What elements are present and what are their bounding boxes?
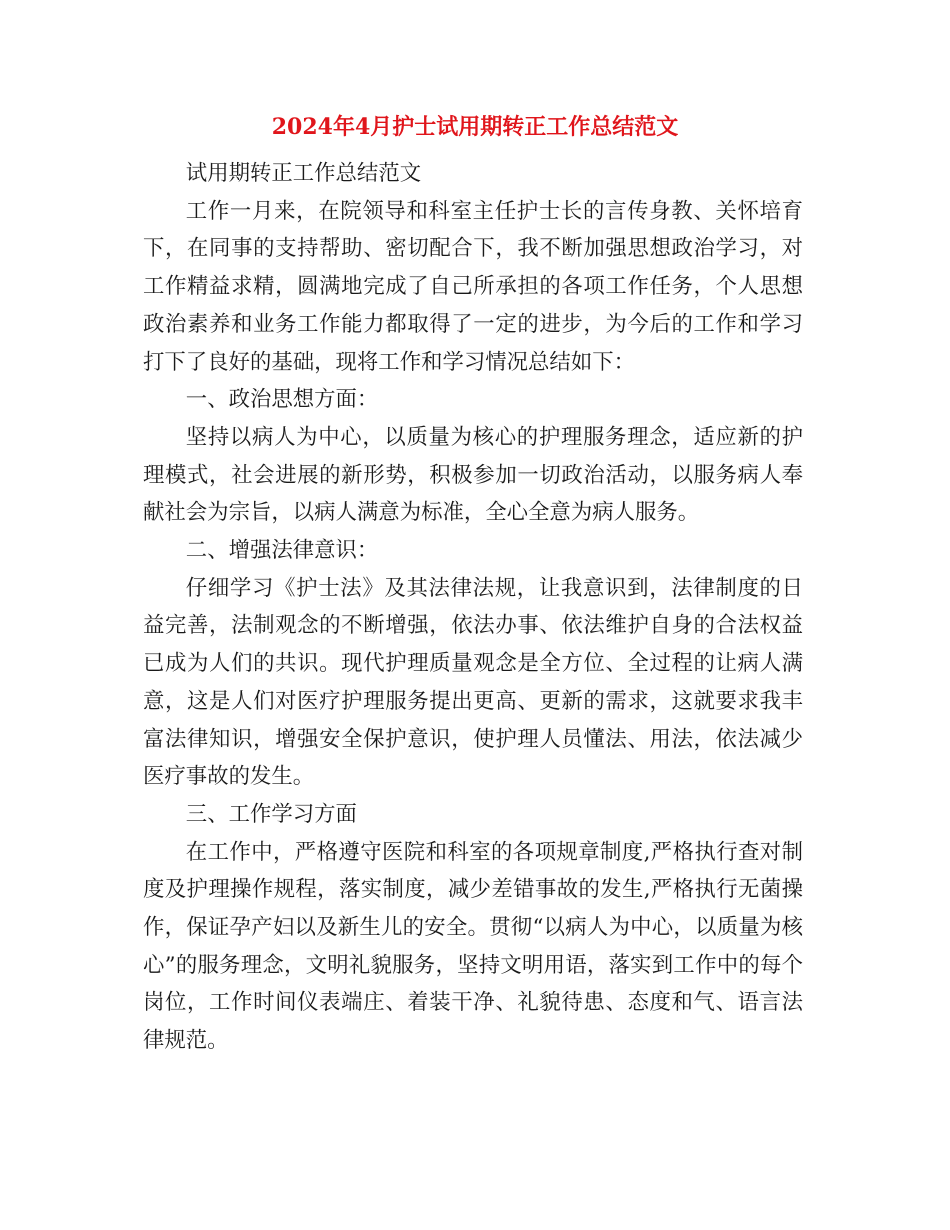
intro-paragraph: 工作一月来，在院领导和科室主任护士长的言传身教、关怀培育下，在同事的支持帮助、密切配合下，我不断加强思想政治学习，对工作精益求精，圆满地完成了自己所承担的各项工作任务，个人思想政治素养和业务工作能力都取得了一定的进步，为今后的工作和学习打下了良好的基础，现将工作和学习情况总结如下： bbox=[143, 198, 803, 375]
subtitle-paragraph: 试用期转正工作总结范文 bbox=[185, 161, 422, 186]
political-paragraph: 坚持以病人为中心，以质量为核心的护理服务理念，适应新的护理模式，社会进展的新形势，积极参加一切政治活动，以服务病人奉献社会为宗旨，以病人满意为标准，全心全意为病人服务。 bbox=[143, 424, 803, 526]
work-study-paragraph: 在工作中，严格遵守医院和科室的各项规章制度,严格执行查对制度及护理操作规程，落实制度，减少差错事故的发生,严格执行无菌操作，保证孕产妇以及新生儿的安全。贯彻“以病人为中心，以质量为核心”的服务理念，文明礼貌服务，坚持文明用语，落实到工作中的每个岗位，工作时间仪表端庄、着装干净、礼貌待患、态度和气、语言法律规范。 bbox=[143, 839, 803, 1054]
section-heading-legal: 二、增强法律意识： bbox=[185, 538, 379, 564]
document-title: 2024年4月护士试用期转正工作总结范文 bbox=[271, 114, 679, 140]
legal-paragraph: 仔细学习《护士法》及其法律法规，让我意识到，法律制度的日益完善，法制观念的不断增强，依法办事、依法维护自身的合法权益已成为人们的共识。现代护理质量观念是全方位、全过程的让病人满意，这是人们对医疗护理服务提出更高、更新的需求，这就要求我丰富法律知识，增强安全保护意识，使护理人员懂法、用法，依法减少医疗事故的发生。 bbox=[143, 575, 803, 790]
section-heading-work-study: 三、工作学习方面 bbox=[185, 801, 357, 827]
document-body bbox=[143, 155, 803, 1060]
section-heading-political: 一、政治思想方面： bbox=[185, 387, 379, 413]
